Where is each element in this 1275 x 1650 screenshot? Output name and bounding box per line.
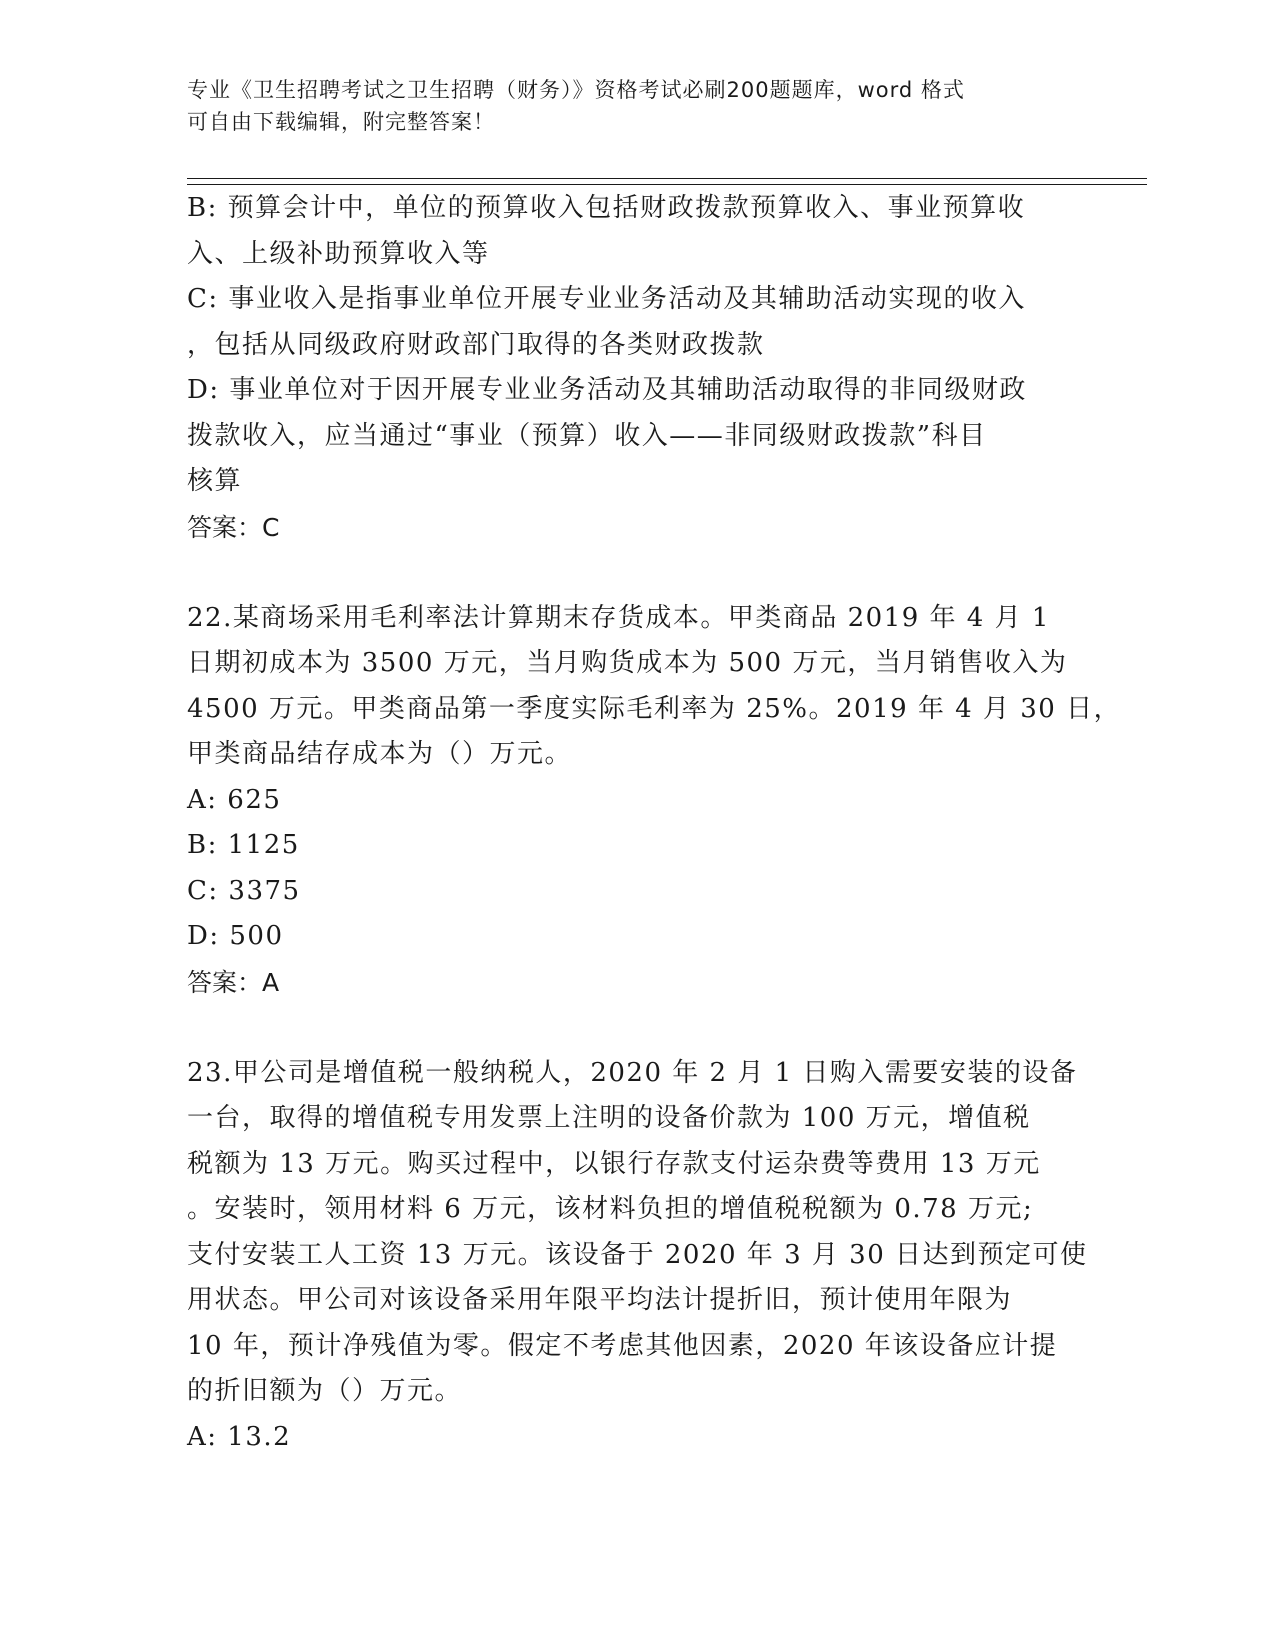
question-23-stem-line-1: 23.甲公司是增值税一般纳税人，2020 年 2 月 1 日购入需要安装的设备 <box>187 1057 1078 1088</box>
question-22-stem-line-3: 4500 万元。甲类商品第一季度实际毛利率为 25%。2019 年 4 月 30 日， <box>187 693 1122 724</box>
option-b-line-1: B: 预算会计中，单位的预算收入包括财政拨款预算收入、事业预算收 <box>187 193 1026 223</box>
question-23 <box>187 1051 1187 1461</box>
question-23-stem-line-5: 支付安装工人工资 13 万元。该设备于 2020 年 3 月 30 日达到预定可使 <box>187 1239 1088 1270</box>
spacer <box>187 550 1187 596</box>
question-22 <box>187 596 1187 1006</box>
question-22-option-a: A: 625 <box>187 784 282 815</box>
option-b-line-2: 入、上级补助预算收入等 <box>187 238 490 269</box>
option-c-line-2: ，包括从同级政府财政部门取得的各类财政拨款 <box>187 329 765 360</box>
question-22-stem-line-2: 日期初成本为 3500 万元，当月购货成本为 500 万元，当月销售收入为 <box>187 648 1068 678</box>
question-22-stem-line-4: 甲类商品结存成本为（）万元。 <box>187 739 573 769</box>
answer-21: 答案：C <box>187 512 280 542</box>
question-21-remainder <box>187 186 1187 550</box>
option-d-line-3: 核算 <box>187 466 243 496</box>
question-22-stem-line-1: 22.某商场采用毛利率法计算期末存货成本。甲类商品 2019 年 4 月 1 <box>187 602 1050 633</box>
option-d-line-1: D: 事业单位对于因开展专业业务活动及其辅助活动取得的非同级财政 <box>187 375 1027 405</box>
option-d-line-2: 拨款收入，应当通过“事业（预算）收入——非同级财政拨款”科目 <box>187 420 987 451</box>
question-23-stem-line-8: 的折旧额为（）万元。 <box>187 1376 463 1406</box>
question-22-option-d: D: 500 <box>187 921 284 951</box>
question-23-stem-line-4: 。安装时，领用材料 6 万元，该材料负担的增值税税额为 0.78 万元; <box>187 1194 1034 1224</box>
document-body <box>187 186 1187 1460</box>
spacer <box>187 1005 1187 1051</box>
question-22-option-b: B: 1125 <box>187 830 300 860</box>
question-23-stem-line-7: 10 年，预计净残值为零。假定不考虑其他因素，2020 年该设备应计提 <box>187 1330 1058 1361</box>
header-title-line-1: 专业《卫生招聘考试之卫生招聘（财务）》资格考试必刷200题题库，word 格式 <box>187 78 965 102</box>
question-23-stem-line-6: 用状态。甲公司对该设备采用年限平均法计提折旧，预计使用年限为 <box>187 1285 1013 1315</box>
question-22-option-c: C: 3375 <box>187 875 301 906</box>
header-title-line-2: 可自由下载编辑，附完整答案！ <box>187 110 495 134</box>
question-23-stem-line-3: 税额为 13 万元。购买过程中，以银行存款支付运杂费等费用 13 万元 <box>187 1148 1041 1179</box>
header-divider-bottom <box>187 184 1147 185</box>
answer-22: 答案：A <box>187 967 280 997</box>
question-23-option-a: A: 13.2 <box>187 1421 292 1452</box>
question-23-stem-line-2: 一台，取得的增值税专用发票上注明的设备价款为 100 万元，增值税 <box>187 1103 1031 1133</box>
option-c-line-1: C: 事业收入是指事业单位开展专业业务活动及其辅助活动实现的收入 <box>187 284 1026 314</box>
document-header <box>187 74 1067 138</box>
header-divider-top <box>187 178 1147 179</box>
